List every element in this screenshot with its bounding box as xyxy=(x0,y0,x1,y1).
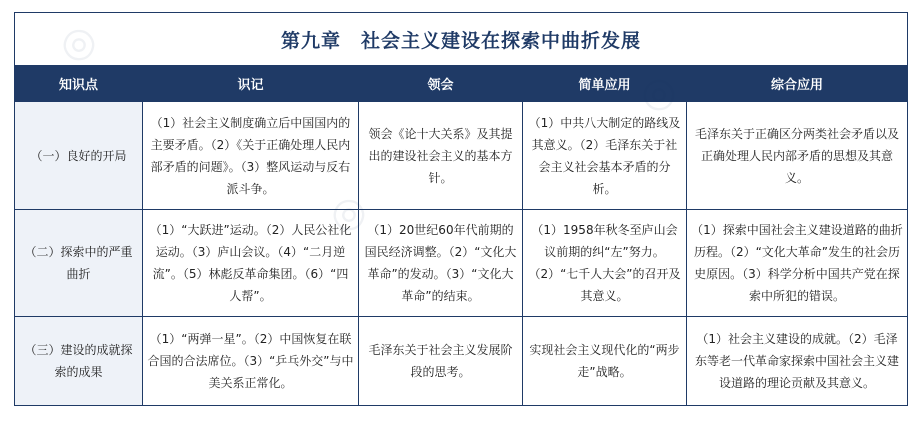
comprehend-cell: （1）20世纪60年代前期的国民经济调整。（2）“文化大革命”的发动。（3）“文化大革命”的结束。 xyxy=(359,210,523,317)
table-row xyxy=(15,102,908,210)
memorize-cell: （1）社会主义制度确立后中国国内的主要矛盾。（2）《关于正确处理人民内部矛盾的问题》。（3）整风运动与反右派斗争。 xyxy=(143,102,359,210)
topic-cell: （三）建设的成就探索的成果 xyxy=(15,317,143,406)
table-header-row xyxy=(15,66,908,102)
memorize-cell: （1）“大跃进”运动。（2）人民公社化运动。（3）庐山会议。（4）“二月逆流”。（5）林彪反革命集团。（6）“四人帮”。 xyxy=(143,210,359,317)
chapter-title: 第九章 社会主义建设在探索中曲折发展 xyxy=(15,13,908,66)
memorize-cell: （1）“两弹一星”。（2）中国恢复在联合国的合法席位。（3）“乒乓外交”与中美关系正常化。 xyxy=(143,317,359,406)
header-comprehensive-apply: 综合应用 xyxy=(687,66,908,102)
header-simple-apply: 简单应用 xyxy=(523,66,687,102)
table-row xyxy=(15,210,908,317)
comprehensive-apply-cell: （1）社会主义建设的成就。（2）毛泽东等老一代革命家探索中国社会主义建设道路的理论贡献及其意义。 xyxy=(687,317,908,406)
simple-apply-cell: 实现社会主义现代化的“两步走”战略。 xyxy=(523,317,687,406)
comprehend-cell: 领会《论十大关系》及其提出的建设社会主义的基本方针。 xyxy=(359,102,523,210)
comprehend-cell: 毛泽东关于社会主义发展阶段的思考。 xyxy=(359,317,523,406)
header-comprehend: 领会 xyxy=(359,66,523,102)
topic-cell: （二）探索中的严重曲折 xyxy=(15,210,143,317)
simple-apply-cell: （1）中共八大制定的路线及其意义。（2）毛泽东关于社会主义社会基本矛盾的分析。 xyxy=(523,102,687,210)
header-topic: 知识点 xyxy=(15,66,143,102)
comprehensive-apply-cell: 毛泽东关于正确区分两类社会矛盾以及正确处理人民内部矛盾的思想及其意义。 xyxy=(687,102,908,210)
topic-cell: （一）良好的开局 xyxy=(15,102,143,210)
header-memorize: 识记 xyxy=(143,66,359,102)
syllabus-table xyxy=(14,12,908,406)
syllabus-table-container xyxy=(14,12,907,406)
simple-apply-cell: （1）1958年秋冬至庐山会议前期的纠“左”努力。（2）“七千人大会”的召开及其意义。 xyxy=(523,210,687,317)
comprehensive-apply-cell: （1）探索中国社会主义建设道路的曲折历程。（2）“文化大革命”发生的社会历史原因。（3）科学分析中国共产党在探索中所犯的错误。 xyxy=(687,210,908,317)
table-row xyxy=(15,317,908,406)
